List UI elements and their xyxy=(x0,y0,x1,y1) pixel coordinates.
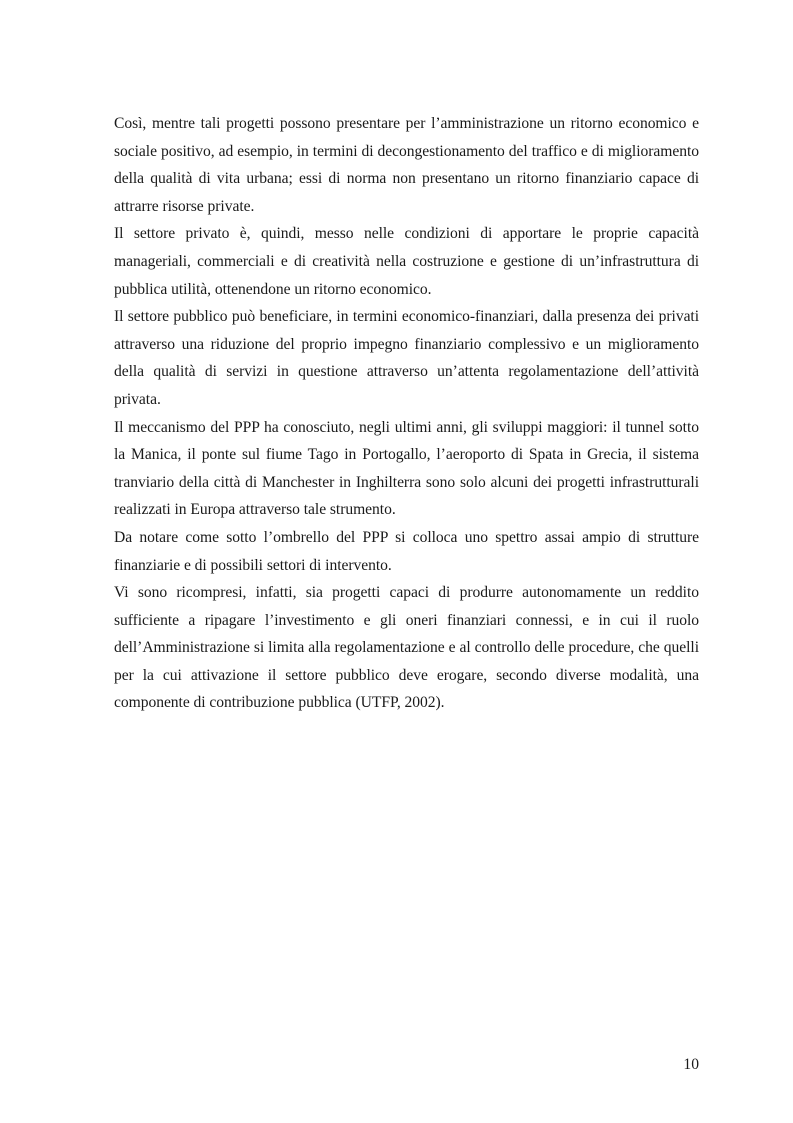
page-number: 10 xyxy=(683,1056,699,1073)
text-body xyxy=(114,110,699,717)
paragraph-2: Il settore privato è, quindi, messo nelle condizioni di apportare le proprie capacità manageriali, commerciali e di creatività nella costruzione e gestione di un’infrastruttura di pubblica utilità, ottenendone un ritorno economico. xyxy=(114,225,699,298)
paragraph-1: Così, mentre tali progetti possono presentare per l’amministrazione un ritorno economico e sociale positivo, ad esempio, in termini di decongestionamento del traffico e di miglioramento della qualità di vita urbana; essi di norma non presentano un ritorno finanziario capace di attrarre risorse private. xyxy=(114,115,699,215)
paragraph-3: Il settore pubblico può beneficiare, in termini economico-finanziari, dalla presenza dei privati attraverso una riduzione del proprio impegno finanziario complessivo e un miglioramento della qualità di servizi in questione attraverso un’attenta regolamentazione dell’attività privata. xyxy=(114,308,699,408)
paragraph-5: Da notare come sotto l’ombrello del PPP si colloca uno spettro assai ampio di strutture finanziarie e di possibili settori di intervento. xyxy=(114,528,699,574)
paragraph-6: Vi sono ricompresi, infatti, sia progetti capaci di produrre autonomamente un reddito sufficiente a ripagare l’investimento e gli oneri finanziari connessi, e in cui il ruolo dell’Amministrazione si limita alla regolamentazione e al controllo delle procedure, che quelli per la cui attivazione il settore pubblico deve erogare, secondo diverse modalità, una componente di contribuzione pubblica (UTFP, 2002). xyxy=(114,584,699,712)
paragraph-4: Il meccanismo del PPP ha conosciuto, negli ultimi anni, gli sviluppi maggiori: il tunnel sotto la Manica, il ponte sul fiume Tago in Portogallo, l’aeroporto di Spata in Grecia, il sistema tranviario della città di Manchester in Inghilterra sono solo alcuni dei progetti infrastrutturali realizzati in Europa attraverso tale strumento. xyxy=(114,418,699,519)
